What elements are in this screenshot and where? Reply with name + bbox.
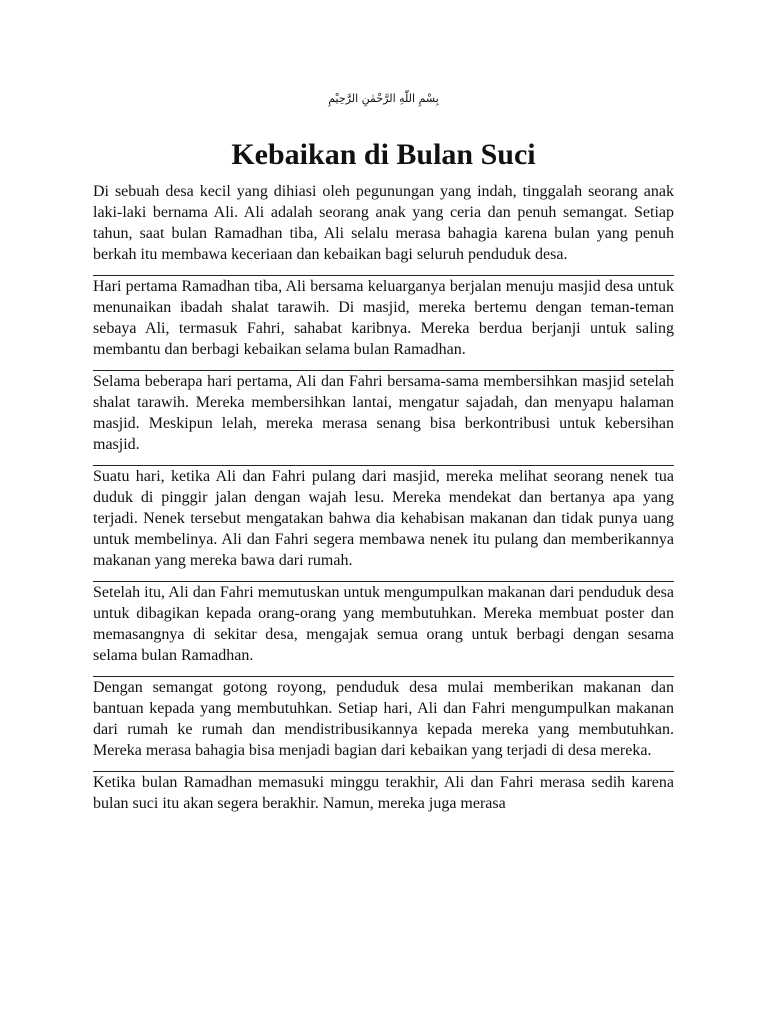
- story-paragraph-4: Suatu hari, ketika Ali dan Fahri pulang dari masjid, mereka melihat seorang nenek tua duduk di pinggir jalan dengan wajah lesu. Mereka mendekat dan bertanya apa yang terjadi. Nenek tersebut mengatakan bahwa dia kehabisan makanan dan tidak punya uang untuk membelinya. Ali dan Fahri segera membawa nenek itu pulang dan memberikannya makanan yang mereka bawa dari rumah.: [93, 468, 674, 569]
- story-body: [93, 181, 674, 814]
- story-paragraph-2: Hari pertama Ramadhan tiba, Ali bersama keluarganya berjalan menuju masjid desa untuk menunaikan ibadah shalat tarawih. Di masjid, mereka bertemu dengan teman-teman sebaya Ali, termasuk Fahri, sahabat karibnya. Mereka berdua berjanji untuk saling membantu dan berbagi kebaikan selama bulan Ramadhan.: [93, 278, 674, 358]
- story-paragraph-7: Ketika bulan Ramadhan memasuki minggu terakhir, Ali dan Fahri merasa sedih karena bulan suci itu akan segera berakhir. Namun, mereka juga merasa: [93, 774, 674, 812]
- story-paragraph-3: Selama beberapa hari pertama, Ali dan Fahri bersama-sama membersihkan masjid setelah shalat tarawih. Mereka membersihkan lantai, mengatur sajadah, dan menyapu halaman masjid. Meskipun lelah, mereka merasa senang bisa berkontribusi untuk kebersihan masjid.: [93, 373, 674, 453]
- story-paragraph-1: Di sebuah desa kecil yang dihiasi oleh pegunungan yang indah, tinggalah seorang anak laki-laki bernama Ali. Ali adalah seorang anak yang ceria dan penuh semangat. Setiap tahun, saat bulan Ramadhan tiba, Ali selalu merasa bahagia karena bulan yang penuh berkah itu membawa keceriaan dan kebaikan bagi seluruh penduduk desa.: [93, 183, 674, 263]
- bismillah-calligraphy: بِسْمِ اللّٰهِ الرَّحْمٰنِ الرَّحِيْمِ: [328, 92, 439, 105]
- story-paragraph-5: Setelah itu, Ali dan Fahri memutuskan untuk mengumpulkan makanan dari penduduk desa untuk dibagikan kepada orang-orang yang membutuhkan. Mereka membuat poster dan memasangnya di sekitar desa, mengajak semua orang untuk berbagi dengan sesama selama bulan Ramadhan.: [93, 584, 674, 664]
- story-paragraph-6: Dengan semangat gotong royong, penduduk desa mulai memberikan makanan dan bantuan kepada yang membutuhkan. Setiap hari, Ali dan Fahri mengumpulkan makanan dari rumah ke rumah dan mendistribusikannya kepada mereka yang membutuhkan. Mereka merasa bahagia bisa menjadi bagian dari kebaikan yang terjadi di desa mereka.: [93, 679, 674, 759]
- story-title: Kebaikan di Bulan Suci: [231, 138, 536, 171]
